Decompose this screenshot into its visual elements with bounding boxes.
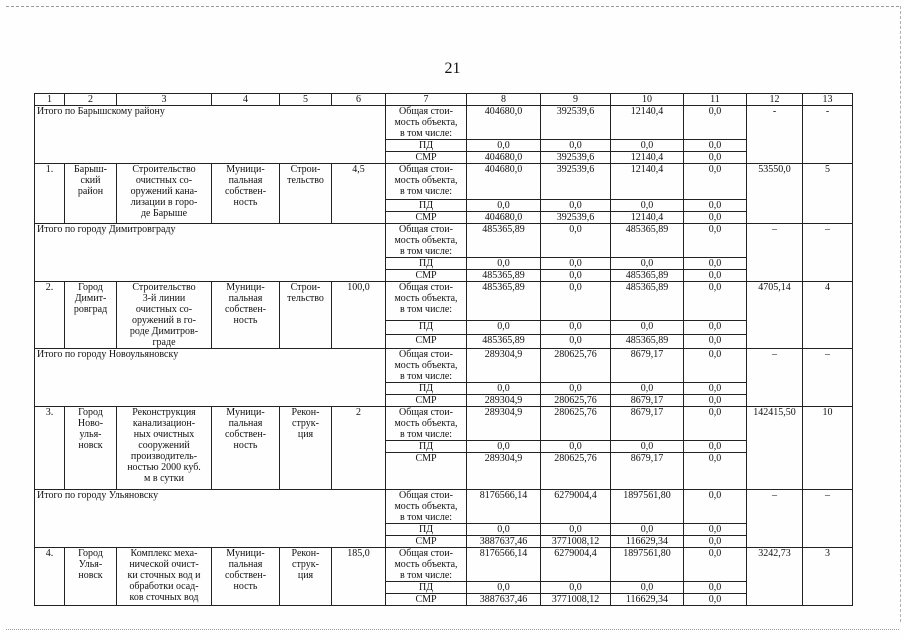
item-name: Реконструкция канализацион- ных очистных сооружений производитель- ностью 2000 куб. м в сутки <box>117 407 212 490</box>
pd-value: 0,0 <box>467 258 541 270</box>
total-cost-value: 0,0 <box>684 548 747 582</box>
page-border-bottom <box>6 629 899 630</box>
col13-value: 3 <box>803 548 853 606</box>
total-cost-value: 8679,17 <box>611 407 684 441</box>
total-cost-value: 392539,6 <box>541 164 611 200</box>
pd-value: 0,0 <box>684 441 747 453</box>
item-total-row <box>35 407 853 441</box>
smr-value: 485365,89 <box>611 335 684 349</box>
pd-value: 0,0 <box>611 383 684 395</box>
page-border-right <box>900 6 901 622</box>
item-location: Барыш- ский район <box>65 164 117 224</box>
item-work-type: Рекон- струк- ция <box>280 407 332 490</box>
summary-total-row <box>35 349 853 383</box>
column-number: 11 <box>684 94 747 106</box>
summary-total-row <box>35 224 853 258</box>
pd-label: ПД <box>386 383 467 395</box>
item-name: Строительство 3-й линии очистных со- оружений в го- роде Димитров- граде <box>117 282 212 349</box>
smr-label: СМР <box>386 594 467 606</box>
column-number: 2 <box>65 94 117 106</box>
smr-label: СМР <box>386 212 467 224</box>
item-total-row <box>35 548 853 582</box>
total-cost-label: Общая стои- мость объекта, в том числе: <box>386 490 467 524</box>
pd-value: 0,0 <box>684 383 747 395</box>
smr-value: 12140,4 <box>611 152 684 164</box>
item-number: 3. <box>35 407 65 490</box>
total-cost-value: 485365,89 <box>467 282 541 321</box>
smr-label: СМР <box>386 536 467 548</box>
smr-value: 404680,0 <box>467 212 541 224</box>
smr-value: 116629,34 <box>611 594 684 606</box>
col12-value: – <box>747 349 803 407</box>
smr-label: СМР <box>386 270 467 282</box>
smr-value: 12140,4 <box>611 212 684 224</box>
column-number: 8 <box>467 94 541 106</box>
smr-value: 280625,76 <box>541 453 611 490</box>
item-capacity: 4,5 <box>332 164 386 224</box>
pd-value: 0,0 <box>467 140 541 152</box>
pd-value: 0,0 <box>611 582 684 594</box>
col13-value: 4 <box>803 282 853 349</box>
total-cost-value: 0,0 <box>684 106 747 140</box>
smr-value: 0,0 <box>684 536 747 548</box>
total-cost-label: Общая стои- мость объекта, в том числе: <box>386 282 467 321</box>
page-border-top <box>6 6 899 7</box>
item-name: Строительство очистных со- оружений кана- лизации в горо- де Барыше <box>117 164 212 224</box>
smr-value: 0,0 <box>684 453 747 490</box>
smr-value: 0,0 <box>684 212 747 224</box>
smr-value: 3771008,12 <box>541 594 611 606</box>
col12-value: 4705,14 <box>747 282 803 349</box>
smr-value: 0,0 <box>541 335 611 349</box>
column-number: 5 <box>280 94 332 106</box>
pd-value: 0,0 <box>467 524 541 536</box>
smr-value: 289304,9 <box>467 395 541 407</box>
item-ownership: Муници- пальная собствен- ность <box>212 164 280 224</box>
column-number: 7 <box>386 94 467 106</box>
item-total-row <box>35 164 853 200</box>
column-number: 10 <box>611 94 684 106</box>
column-number: 1 <box>35 94 65 106</box>
total-cost-value: 12140,4 <box>611 164 684 200</box>
item-location: Город Улья- новск <box>65 548 117 606</box>
pd-value: 0,0 <box>467 321 541 335</box>
pd-value: 0,0 <box>541 582 611 594</box>
total-cost-value: 280625,76 <box>541 349 611 383</box>
total-cost-value: 485365,89 <box>467 224 541 258</box>
pd-value: 0,0 <box>684 321 747 335</box>
smr-value: 3771008,12 <box>541 536 611 548</box>
pd-value: 0,0 <box>467 200 541 212</box>
col12-value: 3242,73 <box>747 548 803 606</box>
smr-value: 3887637,46 <box>467 594 541 606</box>
total-cost-value: 0,0 <box>684 224 747 258</box>
column-number: 3 <box>117 94 212 106</box>
item-capacity: 100,0 <box>332 282 386 349</box>
pd-value: 0,0 <box>684 200 747 212</box>
smr-label: СМР <box>386 453 467 490</box>
item-capacity: 2 <box>332 407 386 490</box>
pd-label: ПД <box>386 140 467 152</box>
total-cost-value: 485365,89 <box>611 224 684 258</box>
col13-value: 10 <box>803 407 853 490</box>
district-total-title: Итого по городу Димитровграду <box>35 224 386 282</box>
pd-value: 0,0 <box>611 441 684 453</box>
total-cost-label: Общая стои- мость объекта, в том числе: <box>386 548 467 582</box>
total-cost-label: Общая стои- мость объекта, в том числе: <box>386 349 467 383</box>
pd-value: 0,0 <box>467 441 541 453</box>
col12-value: – <box>747 490 803 548</box>
pd-label: ПД <box>386 321 467 335</box>
item-total-row <box>35 282 853 321</box>
smr-value: 280625,76 <box>541 395 611 407</box>
pd-value: 0,0 <box>467 582 541 594</box>
smr-value: 0,0 <box>541 270 611 282</box>
pd-label: ПД <box>386 441 467 453</box>
pd-value: 0,0 <box>541 321 611 335</box>
pd-value: 0,0 <box>611 321 684 335</box>
total-cost-value: 0,0 <box>684 490 747 524</box>
smr-label: СМР <box>386 395 467 407</box>
pd-label: ПД <box>386 582 467 594</box>
summary-total-row <box>35 490 853 524</box>
pd-value: 0,0 <box>611 258 684 270</box>
pd-value: 0,0 <box>541 258 611 270</box>
col13-value: – <box>803 349 853 407</box>
pd-value: 0,0 <box>541 140 611 152</box>
smr-value: 116629,34 <box>611 536 684 548</box>
col12-value: 53550,0 <box>747 164 803 224</box>
pd-value: 0,0 <box>611 200 684 212</box>
smr-value: 0,0 <box>684 270 747 282</box>
smr-value: 8679,17 <box>611 453 684 490</box>
total-cost-value: 8679,17 <box>611 349 684 383</box>
smr-value: 0,0 <box>684 152 747 164</box>
total-cost-value: 392539,6 <box>541 106 611 140</box>
total-cost-value: 0,0 <box>684 164 747 200</box>
smr-value: 392539,6 <box>541 152 611 164</box>
total-cost-value: 0,0 <box>684 407 747 441</box>
item-ownership: Муници- пальная собствен- ность <box>212 548 280 606</box>
total-cost-value: 289304,9 <box>467 349 541 383</box>
smr-value: 289304,9 <box>467 453 541 490</box>
total-cost-value: 404680,0 <box>467 164 541 200</box>
smr-value: 485365,89 <box>467 270 541 282</box>
item-name: Комплекс меха- нической очист- ки сточных вод и обработки осад- ков сточных вод <box>117 548 212 606</box>
total-cost-value: 8176566,14 <box>467 490 541 524</box>
smr-value: 485365,89 <box>467 335 541 349</box>
column-number: 4 <box>212 94 280 106</box>
pd-value: 0,0 <box>684 258 747 270</box>
item-work-type: Строи- тельство <box>280 282 332 349</box>
col12-value: - <box>747 106 803 164</box>
pd-value: 0,0 <box>541 200 611 212</box>
col12-value: 142415,50 <box>747 407 803 490</box>
pd-value: 0,0 <box>611 140 684 152</box>
smr-value: 8679,17 <box>611 395 684 407</box>
total-cost-value: 280625,76 <box>541 407 611 441</box>
total-cost-value: 6279004,4 <box>541 548 611 582</box>
total-cost-value: 1897561,80 <box>611 490 684 524</box>
total-cost-value: 8176566,14 <box>467 548 541 582</box>
item-work-type: Рекон- струк- ция <box>280 548 332 606</box>
smr-label: СМР <box>386 335 467 349</box>
pd-value: 0,0 <box>541 441 611 453</box>
pd-value: 0,0 <box>684 524 747 536</box>
pd-value: 0,0 <box>684 582 747 594</box>
total-cost-label: Общая стои- мость объекта, в том числе: <box>386 407 467 441</box>
col12-value: – <box>747 224 803 282</box>
district-total-title: Итого по городу Ульяновску <box>35 490 386 548</box>
pd-label: ПД <box>386 524 467 536</box>
total-cost-value: 0,0 <box>541 224 611 258</box>
total-cost-value: 12140,4 <box>611 106 684 140</box>
pd-value: 0,0 <box>611 524 684 536</box>
item-number: 4. <box>35 548 65 606</box>
total-cost-value: 0,0 <box>684 349 747 383</box>
column-number: 6 <box>332 94 386 106</box>
pd-label: ПД <box>386 258 467 270</box>
item-number: 1. <box>35 164 65 224</box>
total-cost-value: 0,0 <box>684 282 747 321</box>
total-cost-value: 289304,9 <box>467 407 541 441</box>
smr-value: 0,0 <box>684 395 747 407</box>
total-cost-label: Общая стои- мость объекта, в том числе: <box>386 164 467 200</box>
item-ownership: Муници- пальная собствен- ность <box>212 407 280 490</box>
column-number-row <box>35 94 853 106</box>
page-number: 21 <box>444 60 461 77</box>
smr-value: 0,0 <box>684 594 747 606</box>
total-cost-value: 1897561,80 <box>611 548 684 582</box>
investment-table <box>34 93 853 606</box>
total-cost-value: 485365,89 <box>611 282 684 321</box>
pd-value: 0,0 <box>541 383 611 395</box>
smr-value: 3887637,46 <box>467 536 541 548</box>
column-number: 9 <box>541 94 611 106</box>
pd-label: ПД <box>386 200 467 212</box>
pd-value: 0,0 <box>684 140 747 152</box>
item-capacity: 185,0 <box>332 548 386 606</box>
column-number: 12 <box>747 94 803 106</box>
total-cost-label: Общая стои- мость объекта, в том числе: <box>386 224 467 258</box>
item-ownership: Муници- пальная собствен- ность <box>212 282 280 349</box>
smr-value: 392539,6 <box>541 212 611 224</box>
smr-value: 404680,0 <box>467 152 541 164</box>
pd-value: 0,0 <box>541 524 611 536</box>
pd-value: 0,0 <box>467 383 541 395</box>
district-total-title: Итого по городу Новоульяновску <box>35 349 386 407</box>
smr-value: 485365,89 <box>611 270 684 282</box>
col13-value: - <box>803 106 853 164</box>
total-cost-value: 6279004,4 <box>541 490 611 524</box>
smr-value: 0,0 <box>684 335 747 349</box>
col13-value: – <box>803 224 853 282</box>
col13-value: – <box>803 490 853 548</box>
item-location: Город Димит- ровград <box>65 282 117 349</box>
item-number: 2. <box>35 282 65 349</box>
summary-total-row <box>35 106 853 140</box>
total-cost-label: Общая стои- мость объекта, в том числе: <box>386 106 467 140</box>
item-location: Город Ново- улья- новск <box>65 407 117 490</box>
item-work-type: Строи- тельство <box>280 164 332 224</box>
column-number: 13 <box>803 94 853 106</box>
col13-value: 5 <box>803 164 853 224</box>
total-cost-value: 404680,0 <box>467 106 541 140</box>
district-total-title: Итого по Барышскому району <box>35 106 386 164</box>
smr-label: СМР <box>386 152 467 164</box>
total-cost-value: 0,0 <box>541 282 611 321</box>
